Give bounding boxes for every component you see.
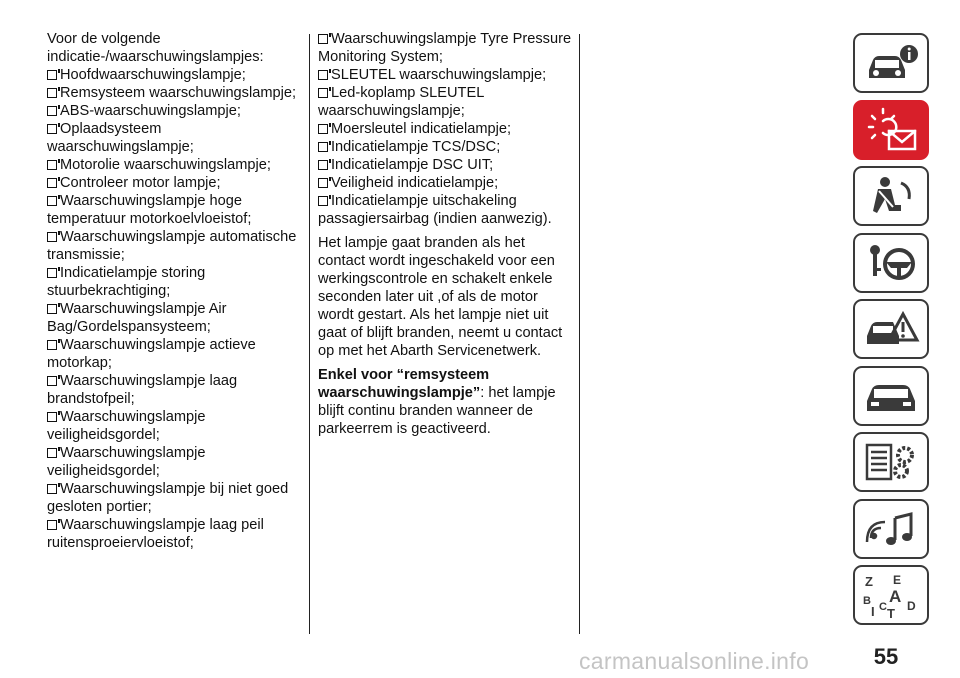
paragraph-1-line: wordt gestart. Als het lampje niet uit [318, 307, 549, 323]
tab-car-info[interactable] [853, 33, 929, 93]
tab-multimedia[interactable] [853, 499, 929, 559]
left-item-text: ABS-waarschuwingslampje; [60, 103, 241, 119]
checkbox-icon [47, 412, 57, 422]
left-text-line [47, 246, 297, 264]
left-list-item [47, 84, 297, 102]
checkbox-icon [47, 70, 57, 80]
left-text-line [47, 498, 297, 516]
left-text-line [47, 354, 297, 372]
checkbox-icon [318, 160, 328, 170]
left-text-line [47, 48, 297, 66]
middle-item-text: Indicatielampje TCS/DSC; [331, 139, 501, 155]
middle-item-text: Indicatielampje uitschakeling [331, 193, 517, 209]
left-text-line [47, 318, 297, 336]
checkbox-icon [318, 142, 328, 152]
paragraph-2-bold-line-1: Enkel voor “remsysteem [318, 367, 490, 383]
key-steering-wheel-icon [861, 240, 921, 286]
tab-specifications[interactable] [853, 432, 929, 492]
watermark: carmanualsonline.info [579, 648, 810, 674]
multimedia-music-icon [861, 506, 921, 552]
left-item-text: gesloten portier; [47, 499, 152, 515]
column-divider-left [309, 34, 310, 634]
left-item-text: Waarschuwingslampje laag peil [60, 517, 264, 533]
left-item-text: Indicatielampje storing [60, 265, 206, 281]
middle-list-item [318, 156, 570, 174]
left-item-text: stuurbekrachtiging; [47, 283, 171, 299]
paragraph-1-line: Het lampje gaat branden als het [318, 235, 525, 251]
paragraph-1-line: gaat of blijft branden, neemt u contact [318, 325, 563, 341]
left-text-line [47, 462, 297, 480]
left-item-text: Waarschuwingslampje Air [60, 301, 227, 317]
middle-item-text: waarschuwingslampje; [318, 103, 465, 119]
seatbelt-airbag-icon [861, 173, 921, 219]
page-number: 55 [873, 644, 899, 669]
left-item-text: Waarschuwingslampje bij niet goed [60, 481, 289, 497]
car-emergency-icon [861, 306, 921, 352]
middle-column [318, 30, 570, 438]
warning-light-envelope-icon [861, 107, 921, 153]
paragraph-1-line: seconden later uit ,of als de motor [318, 289, 538, 305]
left-item-text: veiligheidsgordel; [47, 463, 160, 479]
middle-item-text: Led-koplamp SLEUTEL [331, 85, 485, 101]
left-list-item [47, 174, 297, 192]
checkbox-icon [47, 448, 57, 458]
left-text-line [47, 30, 297, 48]
left-item-text: ruitensproeiervloeistof; [47, 535, 194, 551]
paragraph-1-line: op met het Abarth Servicenetwerk. [318, 343, 542, 359]
paragraph-2-rest-line-2: : het lampje [480, 385, 556, 401]
tab-starting-driving[interactable] [853, 233, 929, 293]
left-list-item [47, 228, 297, 246]
middle-list-item [318, 66, 570, 84]
checkbox-icon [318, 196, 328, 206]
checkbox-icon [47, 196, 57, 206]
checkbox-icon [47, 520, 57, 530]
left-list-item [47, 372, 297, 390]
checkbox-icon [47, 178, 57, 188]
middle-text-line [318, 48, 570, 66]
paragraph-1 [318, 234, 570, 360]
checkbox-icon [47, 484, 57, 494]
left-item-text: motorkap; [47, 355, 112, 371]
specifications-gear-icon [861, 439, 921, 485]
left-item-text: Oplaadsysteem [60, 121, 162, 137]
left-item-text: indicatie-/waarschuwingslampjes: [47, 49, 264, 65]
left-list-item [47, 444, 297, 462]
middle-item-text: SLEUTEL waarschuwingslampje; [331, 67, 547, 83]
checkbox-icon [47, 340, 57, 350]
left-text-line [47, 210, 297, 228]
paragraph-2-bold-line-2: waarschuwingslampje” [318, 385, 481, 401]
middle-list-item [318, 174, 570, 192]
checkbox-icon [47, 160, 57, 170]
left-list-item [47, 66, 297, 84]
car-info-icon [861, 40, 921, 86]
left-item-text: temperatuur motorkoelvloeistof; [47, 211, 252, 227]
middle-item-text: passagiersairbag (indien aanwezig). [318, 211, 552, 227]
left-item-text: veiligheidsgordel; [47, 427, 160, 443]
paragraph-2-line-3: blijft continu branden wanneer de [318, 403, 534, 419]
left-list-item [47, 408, 297, 426]
checkbox-icon [47, 88, 57, 98]
left-item-text: Waarschuwingslampje [60, 409, 206, 425]
left-item-text: Waarschuwingslampje [60, 445, 206, 461]
checkbox-icon [318, 34, 328, 44]
svg-text:E: E [893, 573, 902, 587]
car-service-icon [861, 373, 921, 419]
checkbox-icon [318, 88, 328, 98]
column-divider-right [579, 34, 580, 634]
paragraph-1-line: werkingscontrole en schakelt enkele [318, 271, 553, 287]
svg-text:T: T [887, 606, 895, 618]
left-item-text: Bag/Gordelspansysteem; [47, 319, 211, 335]
checkbox-icon [47, 268, 57, 278]
left-column [47, 30, 297, 552]
left-text-line [47, 138, 297, 156]
left-item-text: Hoofdwaarschuwingslampje; [60, 67, 246, 83]
left-list-item [47, 120, 297, 138]
left-text-line [47, 426, 297, 444]
checkbox-icon [47, 106, 57, 116]
checkbox-icon [47, 232, 57, 242]
left-item-text: waarschuwingslampje; [47, 139, 194, 155]
svg-text:I: I [871, 604, 875, 618]
tab-maintenance[interactable] [853, 366, 929, 426]
left-list-item [47, 480, 297, 498]
left-item-text: Remsysteem waarschuwingslampje; [60, 85, 297, 101]
checkbox-icon [47, 376, 57, 386]
svg-text:D: D [907, 599, 916, 613]
left-text-line [47, 534, 297, 552]
left-item-text: Waarschuwingslampje laag [60, 373, 238, 389]
left-item-text: Controleer motor lampje; [60, 175, 221, 191]
left-item-text: Motorolie waarschuwingslampje; [60, 157, 271, 173]
paragraph-1-line: contact wordt ingeschakeld voor een [318, 253, 555, 269]
middle-text-line [318, 210, 570, 228]
middle-list [318, 30, 570, 228]
left-item-text: Voor de volgende [47, 31, 161, 47]
svg-text:B: B [863, 595, 871, 607]
checkbox-icon [318, 178, 328, 188]
middle-item-text: Veiligheid indicatielampje; [331, 175, 499, 191]
checkbox-icon [47, 304, 57, 314]
middle-item-text: Monitoring System; [318, 49, 443, 65]
tab-safety[interactable] [853, 166, 929, 226]
paragraph-2-line-4: parkeerrem is geactiveerd. [318, 421, 491, 437]
left-text-line [47, 282, 297, 300]
left-text-line [47, 390, 297, 408]
tab-warning-lights[interactable] [853, 100, 929, 160]
paragraph-2 [318, 366, 570, 438]
middle-list-item [318, 84, 570, 102]
left-list-item [47, 156, 297, 174]
svg-text:Z: Z [865, 574, 873, 589]
middle-list-item [318, 30, 570, 48]
left-list-item [47, 102, 297, 120]
checkbox-icon [318, 70, 328, 80]
left-item-text: Waarschuwingslampje automatische [60, 229, 297, 245]
tab-index[interactable] [853, 565, 929, 625]
left-list-item [47, 300, 297, 318]
middle-item-text: Moersleutel indicatielampje; [331, 121, 512, 137]
left-item-text: Waarschuwingslampje hoge [60, 193, 242, 209]
left-item-text: transmissie; [47, 247, 125, 263]
left-list-item [47, 516, 297, 534]
left-item-text: brandstofpeil; [47, 391, 135, 407]
middle-text-line [318, 102, 570, 120]
svg-text:A: A [889, 587, 902, 606]
left-item-text: Waarschuwingslampje actieve [60, 337, 256, 353]
checkbox-icon [318, 124, 328, 134]
middle-list-item [318, 192, 570, 210]
middle-item-text: Waarschuwingslampje Tyre Pressure [331, 31, 572, 47]
svg-text:C: C [879, 601, 887, 613]
index-alphabet-icon [861, 572, 921, 618]
left-list-item [47, 264, 297, 282]
checkbox-icon [47, 124, 57, 134]
middle-item-text: Indicatielampje DSC UIT; [331, 157, 494, 173]
tab-emergency[interactable] [853, 299, 929, 359]
chapter-sidebar [853, 33, 929, 632]
left-list-item [47, 192, 297, 210]
middle-list-item [318, 138, 570, 156]
middle-list-item [318, 120, 570, 138]
left-list-item [47, 336, 297, 354]
